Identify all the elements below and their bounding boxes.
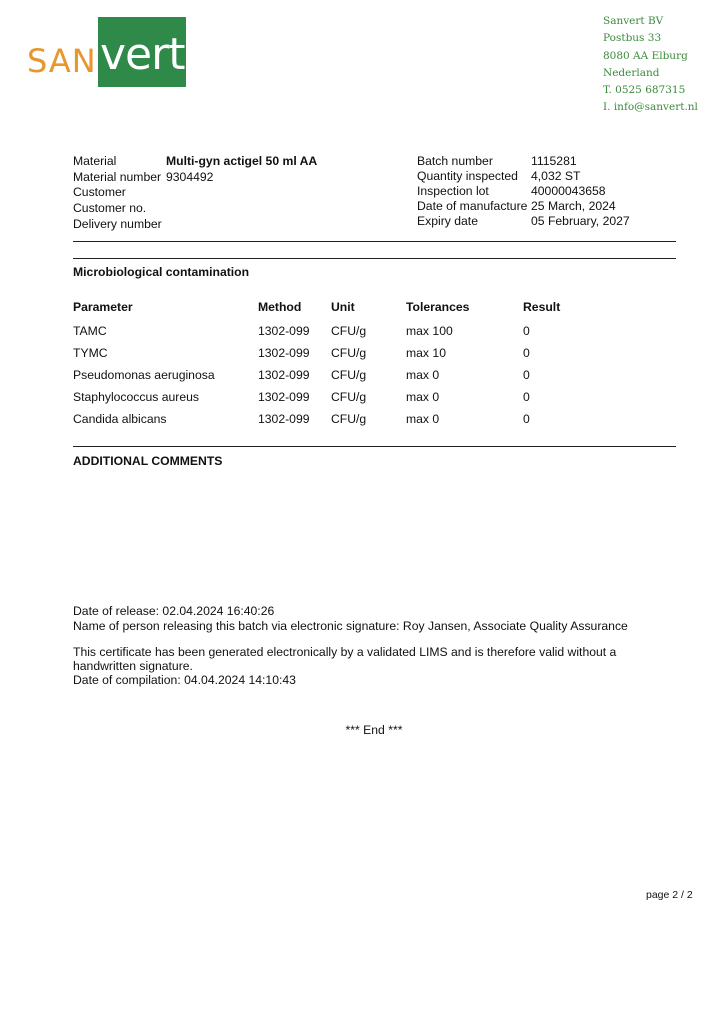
cell-method: 1302-099 bbox=[258, 412, 310, 426]
address-line: Sanvert BV bbox=[603, 15, 664, 27]
section-title-micro: Microbiological contamination bbox=[73, 265, 250, 279]
column-header: Method bbox=[258, 300, 302, 314]
column-header: Parameter bbox=[73, 300, 133, 314]
cell-method: 1302-099 bbox=[258, 368, 310, 382]
cell-method: 1302-099 bbox=[258, 346, 310, 360]
info-label: Material number bbox=[73, 169, 162, 184]
release-signer: Name of person releasing this batch via electronic signature: Roy Jansen, Associate Quality Assurance bbox=[73, 618, 628, 633]
divider bbox=[73, 241, 676, 242]
info-label: Quantity inspected bbox=[417, 169, 518, 183]
cell-result: 0 bbox=[523, 390, 530, 404]
cell-parameter: Staphylococcus aureus bbox=[73, 390, 200, 404]
cell-unit: CFU/g bbox=[331, 412, 367, 426]
compilation-date: Date of compilation: 04.04.2024 14:10:43 bbox=[73, 672, 296, 687]
info-label: Batch number bbox=[417, 154, 493, 168]
cell-parameter: TAMC bbox=[73, 324, 107, 338]
cell-parameter: TYMC bbox=[73, 346, 108, 360]
info-value: 25 March, 2024 bbox=[531, 199, 616, 213]
info-value: 4,032 ST bbox=[531, 169, 581, 183]
section-title-comments: ADDITIONAL COMMENTS bbox=[73, 454, 223, 468]
cell-method: 1302-099 bbox=[258, 324, 310, 338]
cell-unit: CFU/g bbox=[331, 324, 367, 338]
cell-result: 0 bbox=[523, 324, 530, 338]
address-line: T. 0525 687315 bbox=[603, 84, 686, 97]
release-date: Date of release: 02.04.2024 16:40:26 bbox=[73, 604, 275, 618]
results-table bbox=[73, 300, 633, 434]
end-marker: *** End *** bbox=[345, 723, 403, 737]
table-row bbox=[73, 368, 633, 390]
cell-unit: CFU/g bbox=[331, 346, 367, 360]
company-logo bbox=[27, 17, 187, 87]
column-header: Tolerances bbox=[406, 300, 470, 314]
certificate-info bbox=[73, 646, 633, 687]
table-row bbox=[73, 346, 633, 368]
logo-text-vert: vert bbox=[100, 29, 185, 80]
info-label: Customer no. bbox=[73, 201, 147, 216]
cell-tolerance: max 10 bbox=[406, 346, 446, 360]
info-value: 05 February, 2027 bbox=[531, 214, 630, 228]
info-value: 40000043658 bbox=[531, 184, 606, 198]
certificate-statement: This certificate has been generated electronically by a validated LIMS and is therefore valid without a handwritten signature. bbox=[73, 645, 617, 673]
address-line: 8080 AA Elburg bbox=[603, 49, 688, 62]
page-number: page 2 / 2 bbox=[646, 889, 693, 901]
cell-result: 0 bbox=[523, 412, 530, 426]
address-line: Postbus 33 bbox=[603, 32, 662, 45]
info-label: Date of manufacture bbox=[417, 199, 528, 213]
address-line: I. info@sanvert.nl bbox=[603, 101, 698, 114]
cell-tolerance: max 0 bbox=[406, 412, 440, 426]
column-header: Unit bbox=[331, 300, 355, 314]
cell-tolerance: max 100 bbox=[406, 324, 453, 338]
cell-parameter: Pseudomonas aeruginosa bbox=[73, 368, 215, 382]
info-value: 9304492 bbox=[166, 169, 214, 184]
table-row bbox=[73, 324, 633, 346]
cell-result: 0 bbox=[523, 368, 530, 382]
info-label: Delivery number bbox=[73, 216, 162, 231]
logo-text-san: SAN bbox=[27, 42, 97, 80]
divider bbox=[73, 446, 676, 447]
info-value: 1115281 bbox=[531, 154, 577, 168]
cell-tolerance: max 0 bbox=[406, 390, 440, 404]
column-header: Result bbox=[523, 300, 561, 314]
info-label: Inspection lot bbox=[417, 184, 489, 198]
cell-tolerance: max 0 bbox=[406, 368, 440, 382]
cell-unit: CFU/g bbox=[331, 368, 367, 382]
table-row bbox=[73, 412, 633, 434]
table-row bbox=[73, 390, 633, 412]
divider bbox=[73, 258, 676, 259]
cell-unit: CFU/g bbox=[331, 390, 367, 404]
info-value: Multi-gyn actigel 50 ml AA bbox=[166, 154, 318, 168]
info-label: Material bbox=[73, 154, 117, 168]
address-line: Nederland bbox=[603, 66, 660, 79]
release-info bbox=[73, 604, 673, 634]
company-address bbox=[603, 13, 698, 117]
cell-method: 1302-099 bbox=[258, 390, 310, 404]
cell-result: 0 bbox=[523, 346, 530, 360]
info-label: Customer bbox=[73, 185, 126, 200]
table-header-row bbox=[73, 300, 633, 324]
cell-parameter: Candida albicans bbox=[73, 412, 167, 426]
info-label: Expiry date bbox=[417, 214, 478, 228]
